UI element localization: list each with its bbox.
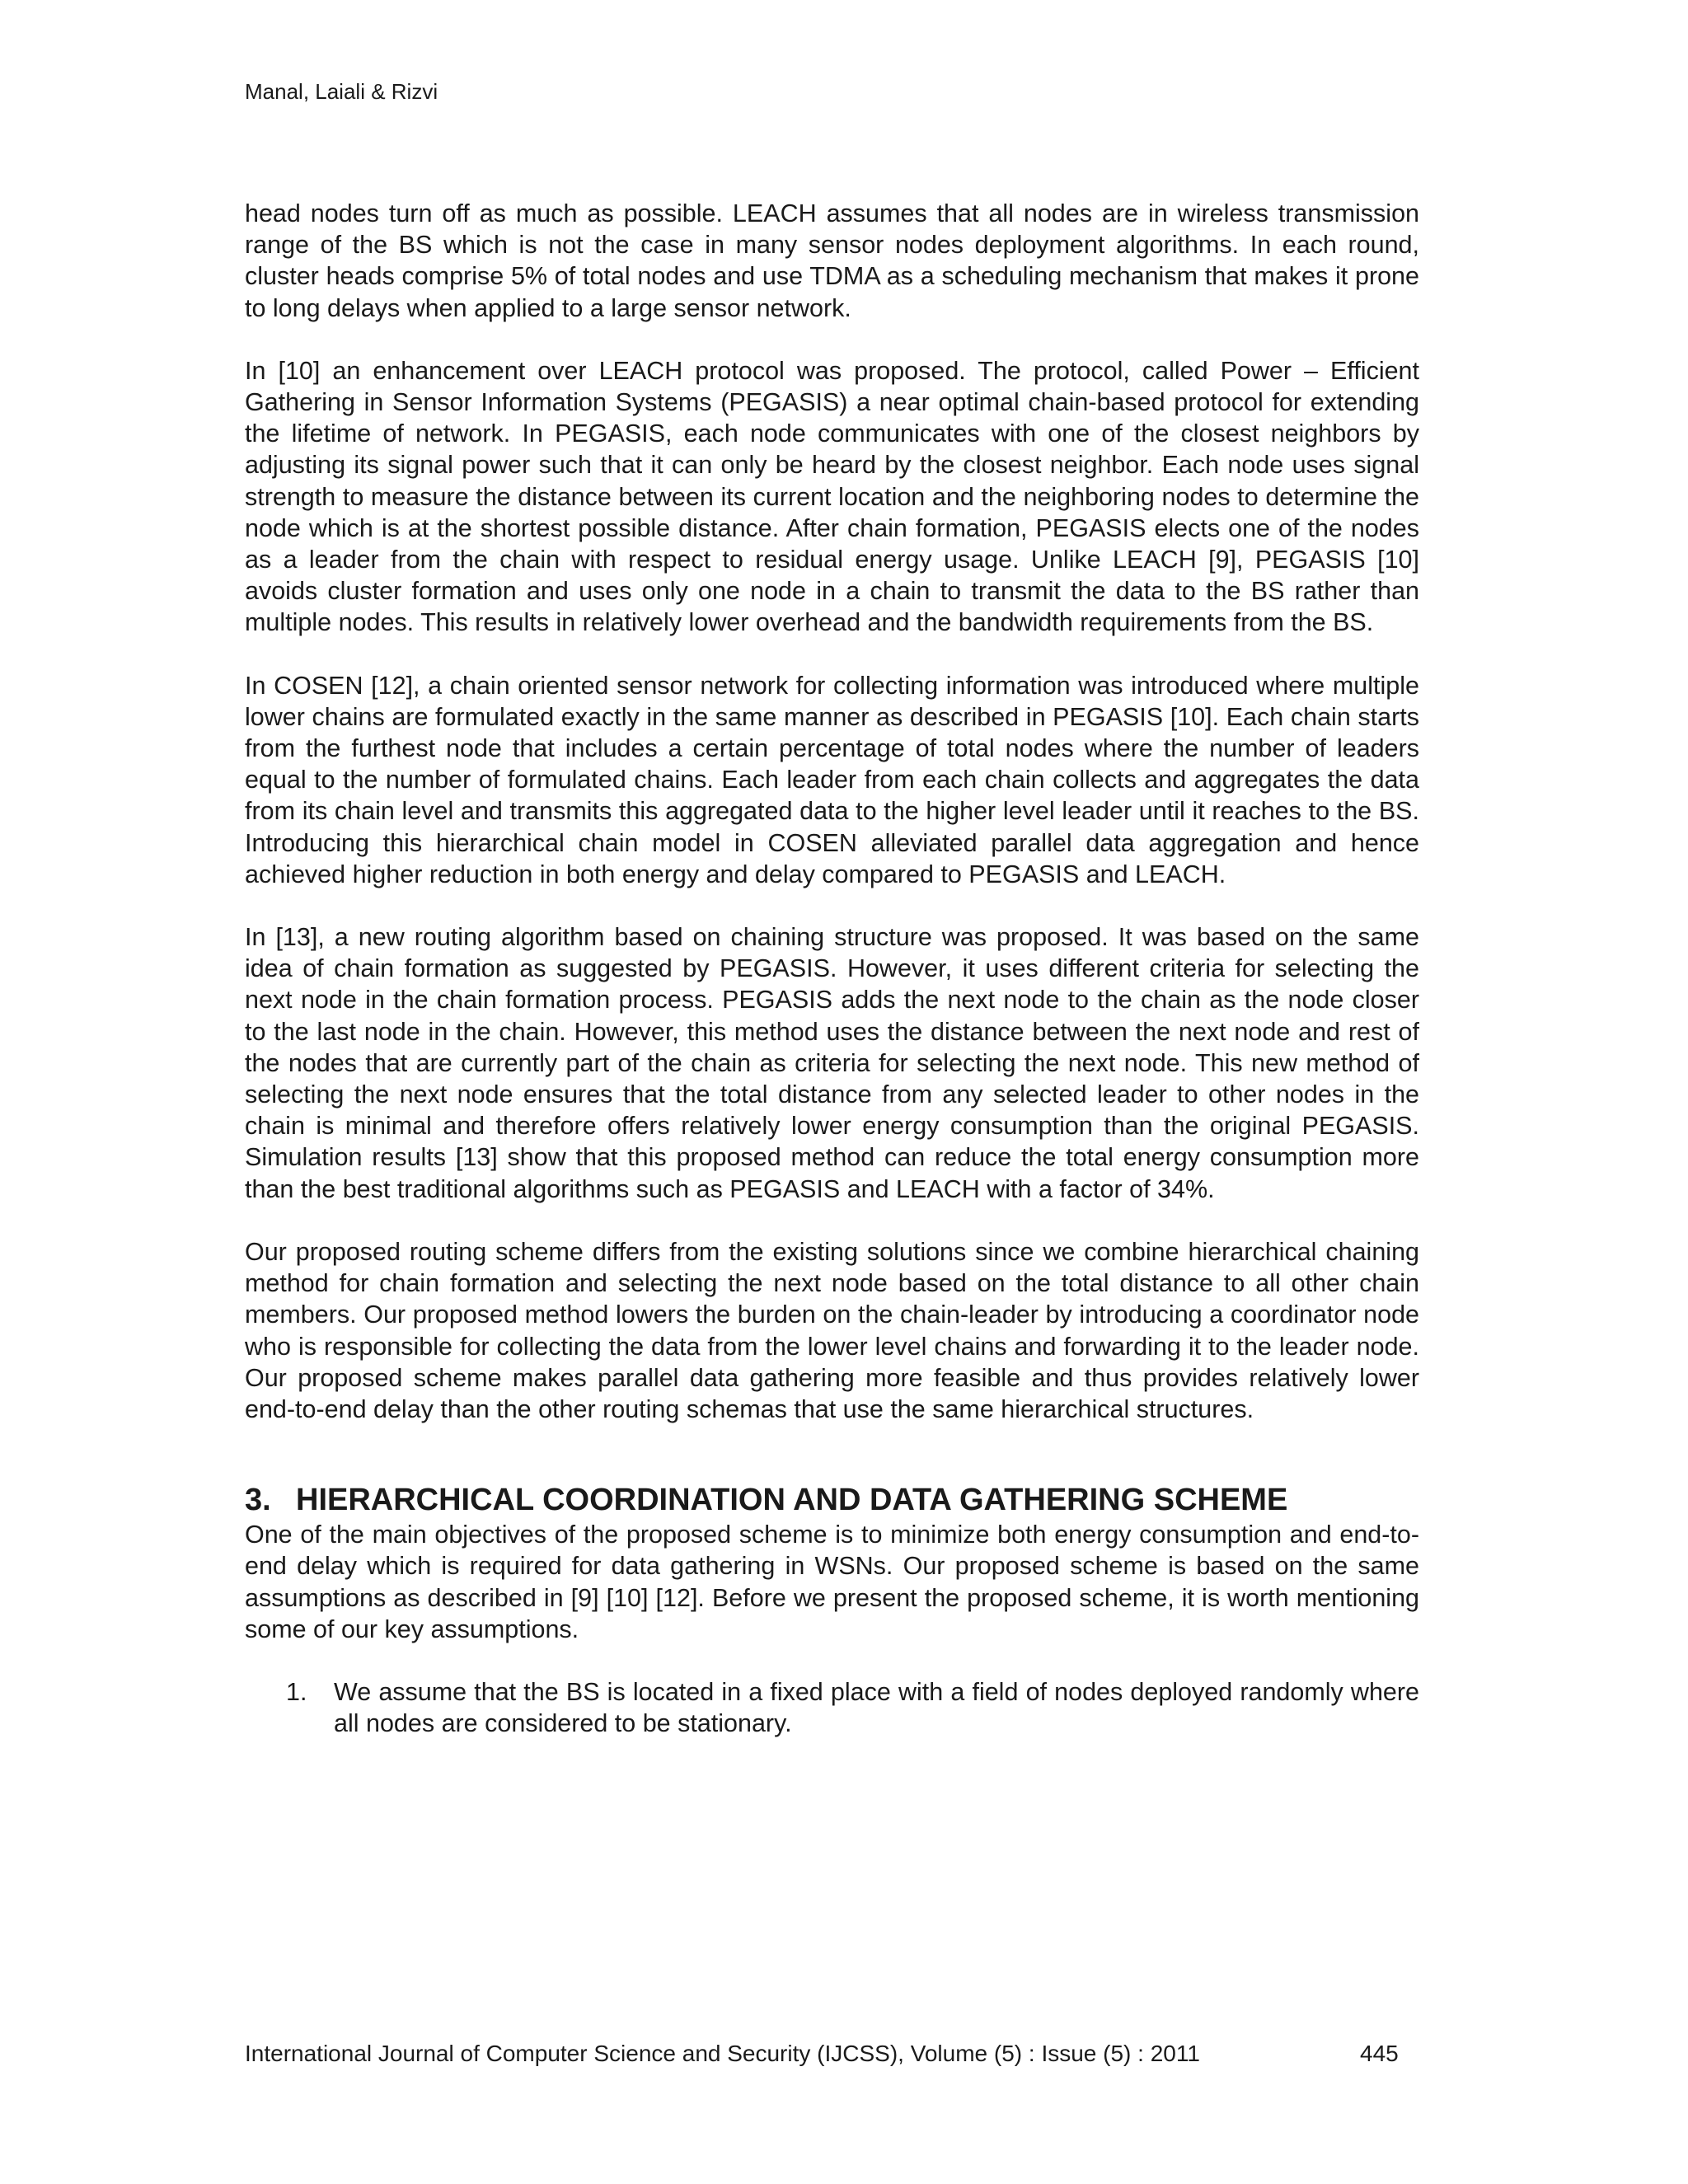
list-item-number: 1. — [286, 1677, 307, 1706]
paragraph: head nodes turn off as much as possible. LEACH assumes that all nodes are in wireless transmission range of the BS which is not the case in many sensor nodes deployment algorithms. In each round, cluster heads comprise 5% of total nodes and use TDMA as a scheduling mechanism that makes it prone to long delays when applied to a large sensor network. — [245, 199, 1419, 322]
footer-journal-citation: International Journal of Computer Science and Security (IJCSS), Volume (5) : Issue (5) : 2011 — [245, 2041, 1200, 2066]
section-intro-paragraph: One of the main objectives of the proposed scheme is to minimize both energy consumption and end-to-end delay which is required for data gathering in WSNs. Our proposed scheme is based on the same assumptions as described in [9] [10] [12]. Before we present the proposed scheme, it is worth mentioning some of our key assumptions. — [245, 1521, 1419, 1643]
assumptions-list — [245, 1676, 1419, 1739]
body-text — [245, 198, 1419, 1739]
paragraph: In [13], a new routing algorithm based on chaining structure was proposed. It was based on the same idea of chain formation as suggested by PEGASIS. However, it uses different criteria for selecting the next node in the chain formation process. PEGASIS adds the next node to the chain as the node closer to the last node in the chain. However, this method uses the distance between the next node and rest of the nodes that are currently part of the chain as criteria for selecting the next node. This new method of selecting the next node ensures that the total distance from any selected leader to other nodes in the chain is minimal and therefore offers relatively lower energy consumption than the original PEGASIS. Simulation results [13] show that this proposed method can reduce the total energy consumption more than the best traditional algorithms such as PEGASIS and LEACH with a factor of 34%. — [245, 923, 1419, 1203]
paragraph: In COSEN [12], a chain oriented sensor network for collecting information was introduced where multiple lower chains are formulated exactly in the same manner as described in PEGASIS [10]. Each chain starts from the furthest node that includes a certain percentage of total nodes where the number of leaders equal to the number of formulated chains. Each leader from each chain collects and aggregates the data from its chain level and transmits this aggregated data to the higher level leader until it reaches to the BS. Introducing this hierarchical chain model in COSEN alleviated parallel data aggregation and hence achieved higher reduction in both energy and delay compared to PEGASIS and LEACH. — [245, 671, 1419, 888]
paragraph: In [10] an enhancement over LEACH protocol was proposed. The protocol, called Power – Efficient Gathering in Sensor Information Systems (PEGASIS) a near optimal chain-based protocol for extending the lifetime of network. In PEGASIS, each node communicates with one of the closest neighbors by adjusting its signal power such that it can only be heard by the closest neighbor. Each node uses signal strength to measure the distance between its current location and the neighboring nodes to determine the node which is at the shortest possible distance. After chain formation, PEGASIS elects one of the nodes as a leader from the chain with respect to residual energy usage. Unlike LEACH [9], PEGASIS [10] avoids cluster formation and uses only one node in a chain to transmit the data to the BS rather than multiple nodes. This results in relatively lower overhead and the bandwidth requirements from the BS. — [245, 356, 1419, 637]
section-number: 3. — [245, 1483, 271, 1518]
list-item — [245, 1676, 1419, 1739]
paragraph: Our proposed routing scheme differs from the existing solutions since we combine hierarchical chaining method for chain formation and selecting the next node based on the total distance to all other chain members. Our proposed method lowers the burden on the chain-leader by introducing a coordinator node who is responsible for collecting the data from the lower level chains and forwarding it to the leader node. Our proposed scheme makes parallel data gathering more feasible and thus provides relatively lower end-to-end delay than the other routing schemas that use the same hierarchical structures. — [245, 1237, 1419, 1423]
section-title: HIERARCHICAL COORDINATION AND DATA GATHERING SCHEME — [296, 1483, 1288, 1518]
footer-page-number: 445 — [1360, 2041, 1399, 2066]
running-head-authors: Manal, Laiali & Rizvi — [245, 79, 438, 104]
list-item-text: We assume that the BS is located in a fixed place with a field of nodes deployed randomly where all nodes are considered to be stationary. — [334, 1677, 1419, 1738]
section-heading — [245, 1483, 1419, 1517]
